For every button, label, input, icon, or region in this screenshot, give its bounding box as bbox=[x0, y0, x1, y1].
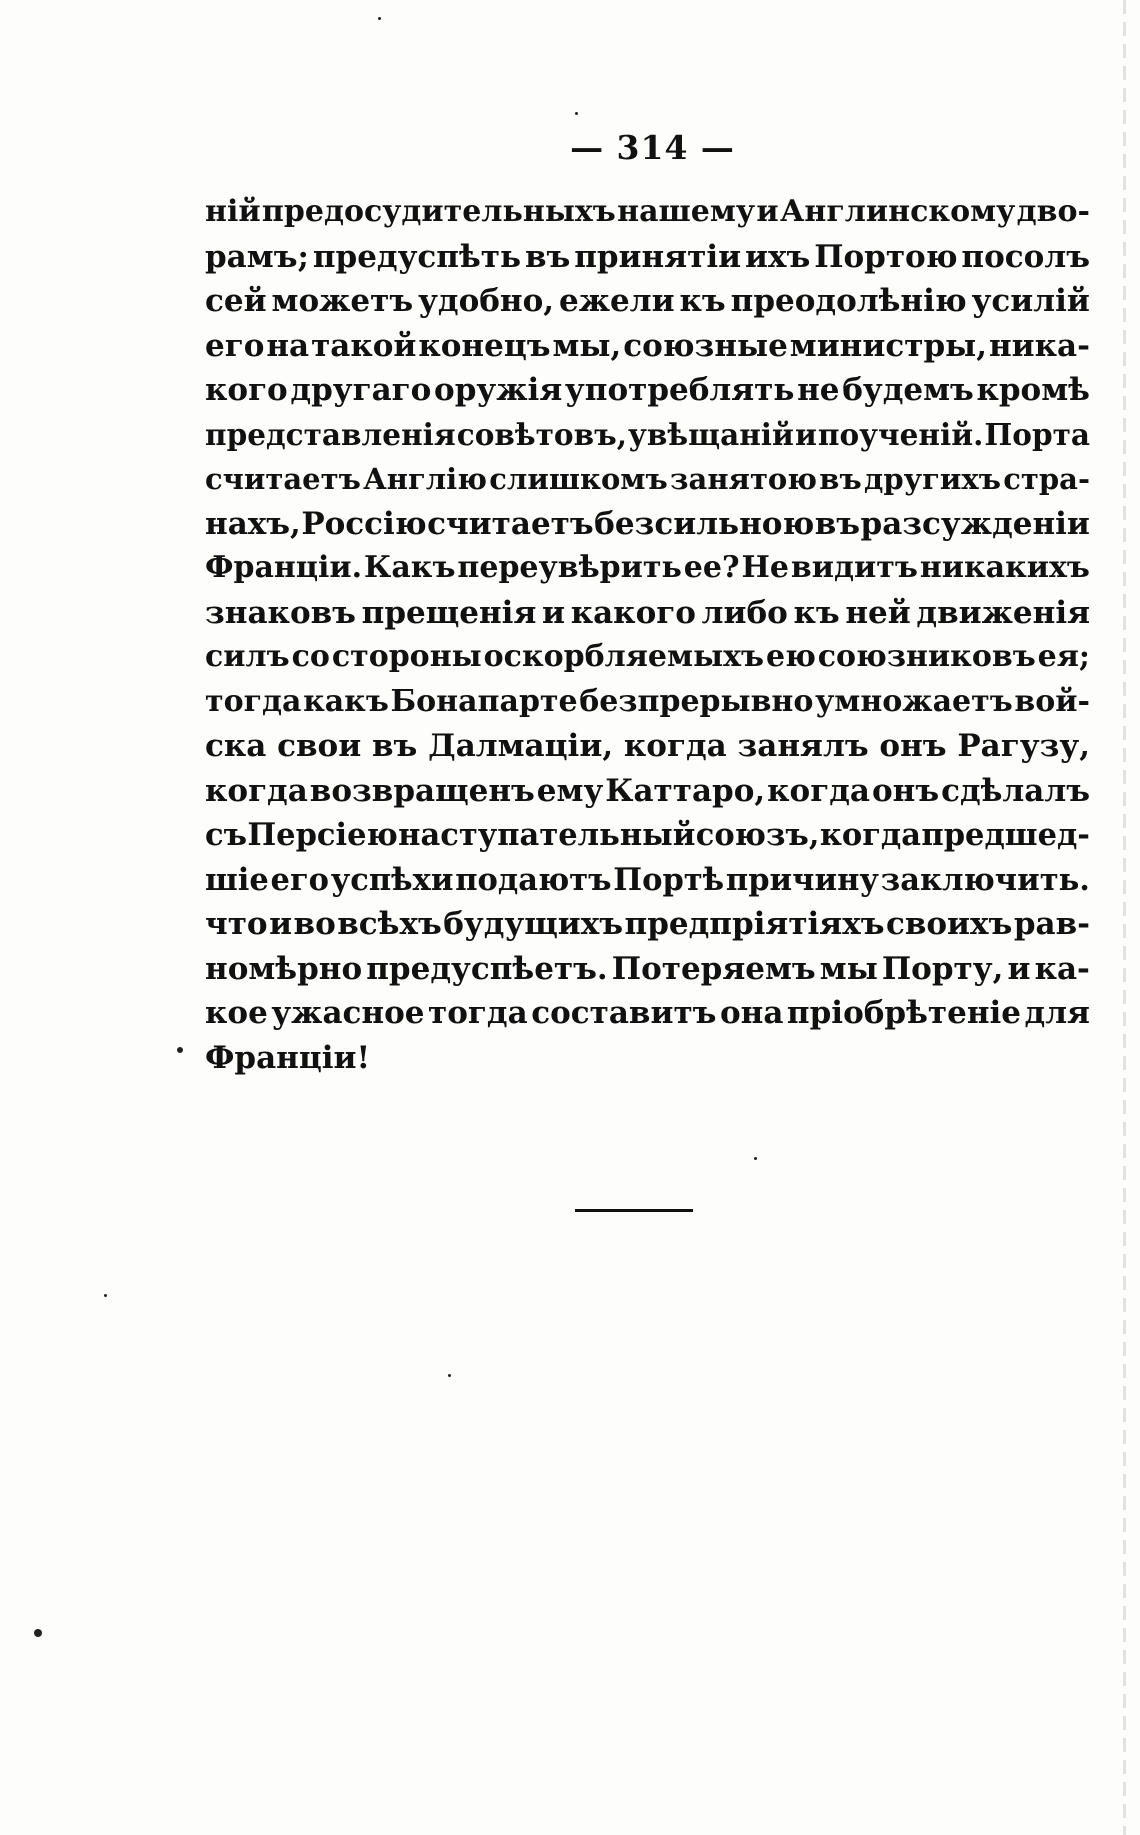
print-speck bbox=[34, 1629, 42, 1637]
text-line: рамъ; предуспѣть въ принятіи ихъ Портою посолъ bbox=[205, 238, 1090, 275]
text-line: что и во всѣхъ будущихъ предпріятіяхъ своихъ рав- bbox=[205, 906, 1090, 942]
section-divider bbox=[575, 1209, 693, 1212]
print-speck bbox=[104, 1294, 107, 1297]
text-line: шіе его успѣхи подаютъ Портѣ причину заключить. bbox=[205, 861, 1090, 898]
text-line-last: Франціи! bbox=[205, 1039, 371, 1076]
print-speck bbox=[177, 1047, 183, 1053]
text-line: знаковъ прещенія и какого либо къ ней движенія bbox=[205, 594, 1090, 631]
text-line: когда возвращенъ ему Каттаро, когда онъ сдѣлалъ bbox=[205, 772, 1090, 809]
page-edge-shadow bbox=[1123, 0, 1126, 1835]
text-line: представленія совѣтовъ, увѣщаній и поученій. Порта bbox=[205, 416, 1090, 452]
text-line: ній предосудительныхъ нашему и Англинскому дво- bbox=[205, 194, 1090, 229]
text-line: силъ со стороны оскорбляемыхъ ею союзниковъ ея; bbox=[205, 639, 1090, 674]
text-line: кого другаго оружія употреблять не будемъ кромѣ bbox=[205, 372, 1090, 408]
text-line: Франціи. Какъ переувѣрить ее? Не видитъ никакихъ bbox=[205, 550, 1090, 585]
text-line: нахъ, Россію считаетъ безсильною въ разсужденіи bbox=[205, 505, 1090, 542]
text-line: ска свои въ Далмаціи, когда занялъ онъ Рагузу, bbox=[205, 728, 1090, 764]
text-line: съ Персіею наступательный союзъ, когда предшед- bbox=[205, 817, 1090, 853]
text-line: сей можетъ удобно, ежели къ преодолѣнію усилій bbox=[205, 283, 1090, 319]
text-line: номѣрно предуспѣетъ. Потеряемъ мы Порту, и ка- bbox=[205, 950, 1090, 987]
text-line: тогда какъ Бонапарте безпрерывно умножаетъ вой- bbox=[205, 683, 1090, 719]
print-speck bbox=[575, 112, 578, 115]
body-text bbox=[205, 190, 1090, 1080]
print-speck bbox=[448, 1374, 451, 1377]
print-speck bbox=[754, 1157, 757, 1160]
page-number: — 314 — bbox=[570, 128, 735, 167]
text-line: считаетъ Англію слишкомъ занятою въ другихъ стра- bbox=[205, 462, 1090, 496]
print-speck bbox=[378, 17, 381, 20]
text-line: кое ужасное тогда составитъ она пріобрѣтеніе для bbox=[205, 995, 1090, 1031]
text-line: его на такой конецъ мы, союзные министры, ника- bbox=[205, 327, 1090, 364]
